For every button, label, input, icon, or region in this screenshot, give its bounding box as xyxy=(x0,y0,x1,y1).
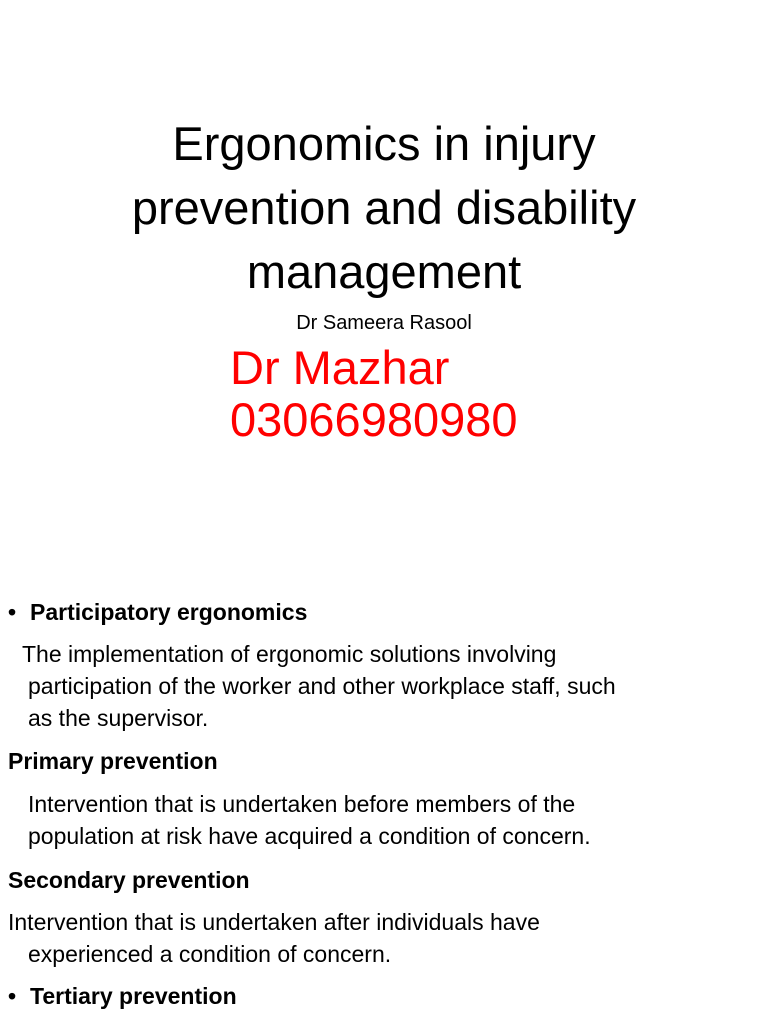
body-line: Intervention that is undertaken before members of the xyxy=(28,791,576,817)
heading-primary-prevention: Primary prevention xyxy=(8,748,218,774)
contact-phone: 03066980980 xyxy=(230,393,518,446)
body-line: Intervention that is undertaken after individuals have xyxy=(8,909,540,935)
heading-text: Tertiary prevention xyxy=(30,983,237,1009)
body-line: participation of the worker and other workplace staff, such xyxy=(28,673,616,699)
contact-name: Dr Mazhar xyxy=(230,341,450,394)
heading-secondary-prevention: Secondary prevention xyxy=(8,867,250,893)
title-line: management xyxy=(246,245,522,298)
title-line: prevention and disability xyxy=(131,181,637,234)
slide-title xyxy=(40,112,728,304)
bullet-heading-tertiary xyxy=(8,980,768,1012)
body-line: as the supervisor. xyxy=(28,705,209,731)
bullet-icon: • xyxy=(8,599,17,625)
bullet-icon: • xyxy=(8,983,17,1009)
body-line: The implementation of ergonomic solutions involving xyxy=(22,641,557,667)
body-line: population at risk have acquired a condition of concern. xyxy=(28,823,591,849)
author-name: Dr Sameera Rasool xyxy=(296,312,472,334)
contact-block xyxy=(230,342,518,446)
title-line: Ergonomics in injury xyxy=(172,117,596,170)
heading-text: Participatory ergonomics xyxy=(30,599,308,625)
bullet-heading-participatory xyxy=(8,596,768,628)
body-line: experienced a condition of concern. xyxy=(28,941,392,967)
content-slide xyxy=(0,590,768,1024)
